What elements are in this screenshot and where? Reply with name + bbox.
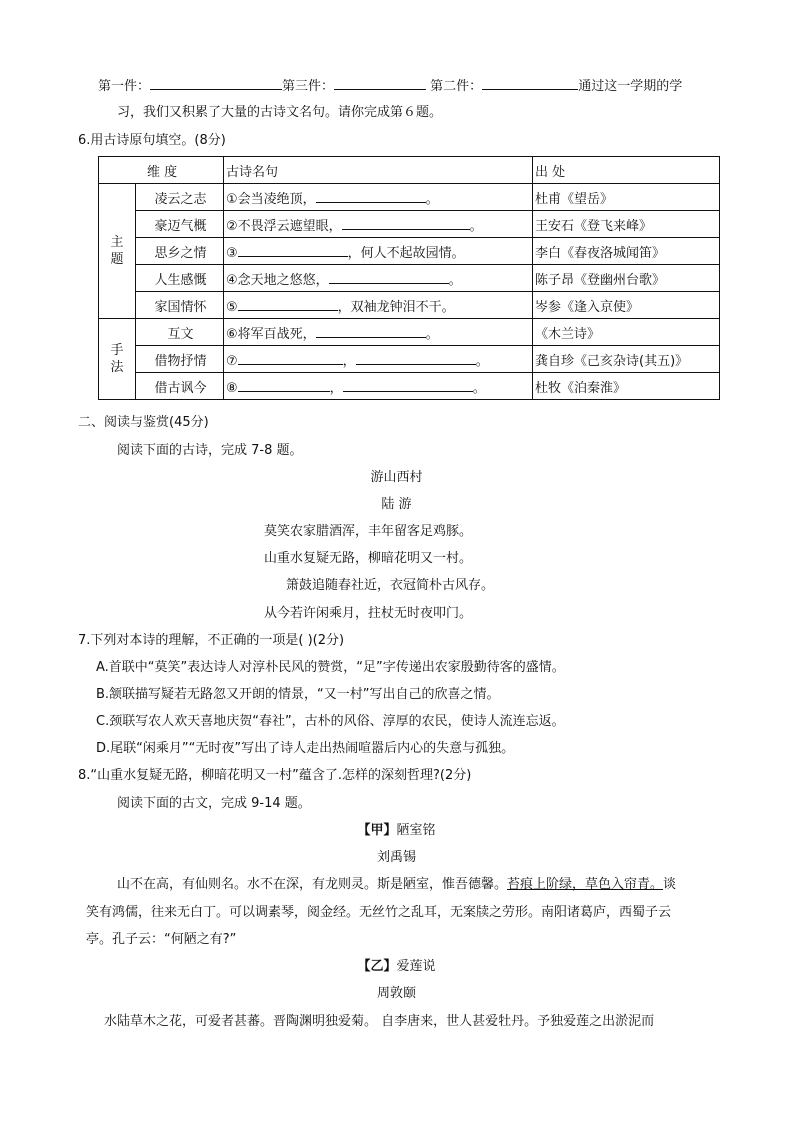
row-quote: ②不畏浮云遮望眼， 。 <box>224 211 533 238</box>
q6-title: 6.用古诗原句填空。(8分) <box>78 133 226 148</box>
answer-blank[interactable] <box>342 217 470 230</box>
third-blank[interactable] <box>334 77 426 90</box>
jia-paragraph-line: 笑有鸿儒，往来无白丁。可以调素琴，阅金经。无丝竹之乱耳，无案牍之劳形。南阳诸葛庐，西蜀子云 <box>86 905 672 920</box>
answer-blank[interactable] <box>238 298 338 311</box>
answer-blank[interactable] <box>316 325 426 338</box>
table-row <box>99 346 720 373</box>
jia-paragraph-line: 亭。孔子云：“何陋之有?” <box>86 932 237 947</box>
poem-author: 陆 游 <box>381 497 412 512</box>
answer-blank[interactable] <box>238 379 330 392</box>
yi-paragraph-line: 水陆草木之花，可爱者甚蕃。晋陶渊明独爱菊。 自李唐来，世人甚爱牡丹。予独爱莲之出淤泥而 <box>104 1014 655 1029</box>
row-dimension: 豪迈气概 <box>136 211 224 238</box>
row-dimension: 人生感慨 <box>136 265 224 292</box>
underlined-sentence: 苔痕上阶绿，草色入帘青。 <box>507 877 664 892</box>
jia-tag: 【甲】 <box>357 823 397 838</box>
yi-tag: 【乙】 <box>357 959 397 974</box>
group-theme: 主题 <box>99 184 136 319</box>
row-source: 《木兰诗》 <box>533 319 720 346</box>
section-2-title: 二、阅读与鉴赏(45分) <box>78 415 209 430</box>
row-source: 龚自珍《己亥杂诗(其五)》 <box>533 346 720 373</box>
row-source: 岑参《逢入京使》 <box>533 292 720 319</box>
row-dimension: 借物抒情 <box>136 346 224 373</box>
prose-intro: 阅读下面的古文，完成 9-14 题。 <box>117 796 311 811</box>
q7-option-b[interactable]: B.颔联描写疑若无路忽又开朗的情景，“又一村”写出自己的欣喜之情。 <box>96 687 500 702</box>
q7-stem: 7.下列对本诗的理解，不正确的一项是( )(2分) <box>78 633 345 648</box>
order-tail: 通过这一学期的学 <box>578 79 683 94</box>
poem-intro: 阅读下面的古诗，完成 7-8 题。 <box>117 443 303 458</box>
row-source: 李白《春夜洛城闻笛》 <box>533 238 720 265</box>
row-source: 杜牧《泊秦淮》 <box>533 373 720 400</box>
row-dimension: 思乡之情 <box>136 238 224 265</box>
yi-author: 周敦颐 <box>376 986 416 1001</box>
poem-line: 山重水复疑无路，柳暗花明又一村。 <box>264 551 473 566</box>
row-dimension: 互文 <box>136 319 224 346</box>
q6-table <box>98 156 720 400</box>
table-row <box>99 211 720 238</box>
poem-line: 箫鼓追随春社近，衣冠简朴古风存。 <box>286 578 495 593</box>
second-label: 第二件： <box>430 79 483 94</box>
poem-line: 莫笑农家腊酒浑，丰年留客足鸡豚。 <box>264 524 473 539</box>
answer-blank[interactable] <box>238 244 348 257</box>
third-label: 第三件： <box>282 79 335 94</box>
table-row <box>99 238 720 265</box>
row-quote: ⑧ ， 。 <box>224 373 533 400</box>
header-dimension: 维 度 <box>99 157 224 184</box>
jia-heading <box>0 822 793 840</box>
jia-paragraph-line: 山不在高，有仙则名。水不在深，有龙则灵。斯是陋室，惟吾德馨。苔痕上阶绿，草色入帘青。谈 <box>117 877 677 892</box>
table-row <box>99 184 720 211</box>
row-quote: ④念天地之悠悠， 。 <box>224 265 533 292</box>
q8-stem: 8.“山重水复疑无路，柳暗花明又一村”蕴含了.怎样的深刻哲理?(2分) <box>78 768 472 783</box>
row-dimension: 借古讽今 <box>136 373 224 400</box>
yi-title: 爱莲说 <box>396 959 436 974</box>
answer-blank[interactable] <box>316 190 426 203</box>
order-line-2: 习，我们又积累了大量的古诗文名句。请你完成第６题。 <box>117 105 443 120</box>
first-label: 第一件： <box>98 79 151 94</box>
first-blank[interactable] <box>150 77 282 90</box>
table-row <box>99 373 720 400</box>
q7-option-c[interactable]: C.颈联写农人欢天喜地庆贺“春社”，古朴的风俗、淳厚的农民，使诗人流连忘返。 <box>96 714 565 729</box>
poem-title: 游山西村 <box>370 470 423 485</box>
second-blank[interactable] <box>482 77 578 90</box>
row-quote: ⑥将军百战死， 。 <box>224 319 533 346</box>
header-source: 出 处 <box>533 157 720 184</box>
row-quote: ⑦ ， 。 <box>224 346 533 373</box>
answer-blank[interactable] <box>329 271 449 284</box>
row-quote: ③ ，何人不起故园情。 <box>224 238 533 265</box>
table-row <box>99 319 720 346</box>
table-row <box>99 265 720 292</box>
row-source: 王安石《登飞来峰》 <box>533 211 720 238</box>
order-line <box>98 77 682 96</box>
row-dimension: 家国情怀 <box>136 292 224 319</box>
table-row <box>99 292 720 319</box>
yi-heading <box>0 958 793 976</box>
answer-blank[interactable] <box>238 352 343 365</box>
jia-title: 陋室铭 <box>396 823 436 838</box>
row-quote: ①会当凌绝顶， 。 <box>224 184 533 211</box>
poem-line: 从今若许闲乘月，拄杖无时夜叩门。 <box>264 606 473 621</box>
row-source: 杜甫《望岳》 <box>533 184 720 211</box>
answer-blank[interactable] <box>356 352 476 365</box>
row-quote: ⑤ ，双袖龙钟泪不干。 <box>224 292 533 319</box>
row-source: 陈子昂《登幽州台歌》 <box>533 265 720 292</box>
jia-author: 刘禹锡 <box>376 850 416 865</box>
answer-blank[interactable] <box>343 379 473 392</box>
row-dimension: 凌云之志 <box>136 184 224 211</box>
q7-option-a[interactable]: A.首联中“莫笑”表达诗人对淳朴民风的赞赏，“足”字传递出农家殷勤待客的盛情。 <box>96 660 565 675</box>
q7-option-d[interactable]: D.尾联“闲乘月”“无时夜”写出了诗人走出热闹喧嚣后内心的失意与孤独。 <box>96 741 515 756</box>
group-technique: 手法 <box>99 319 136 400</box>
header-quote: 古诗名句 <box>224 157 533 184</box>
table-header-row <box>99 157 720 184</box>
